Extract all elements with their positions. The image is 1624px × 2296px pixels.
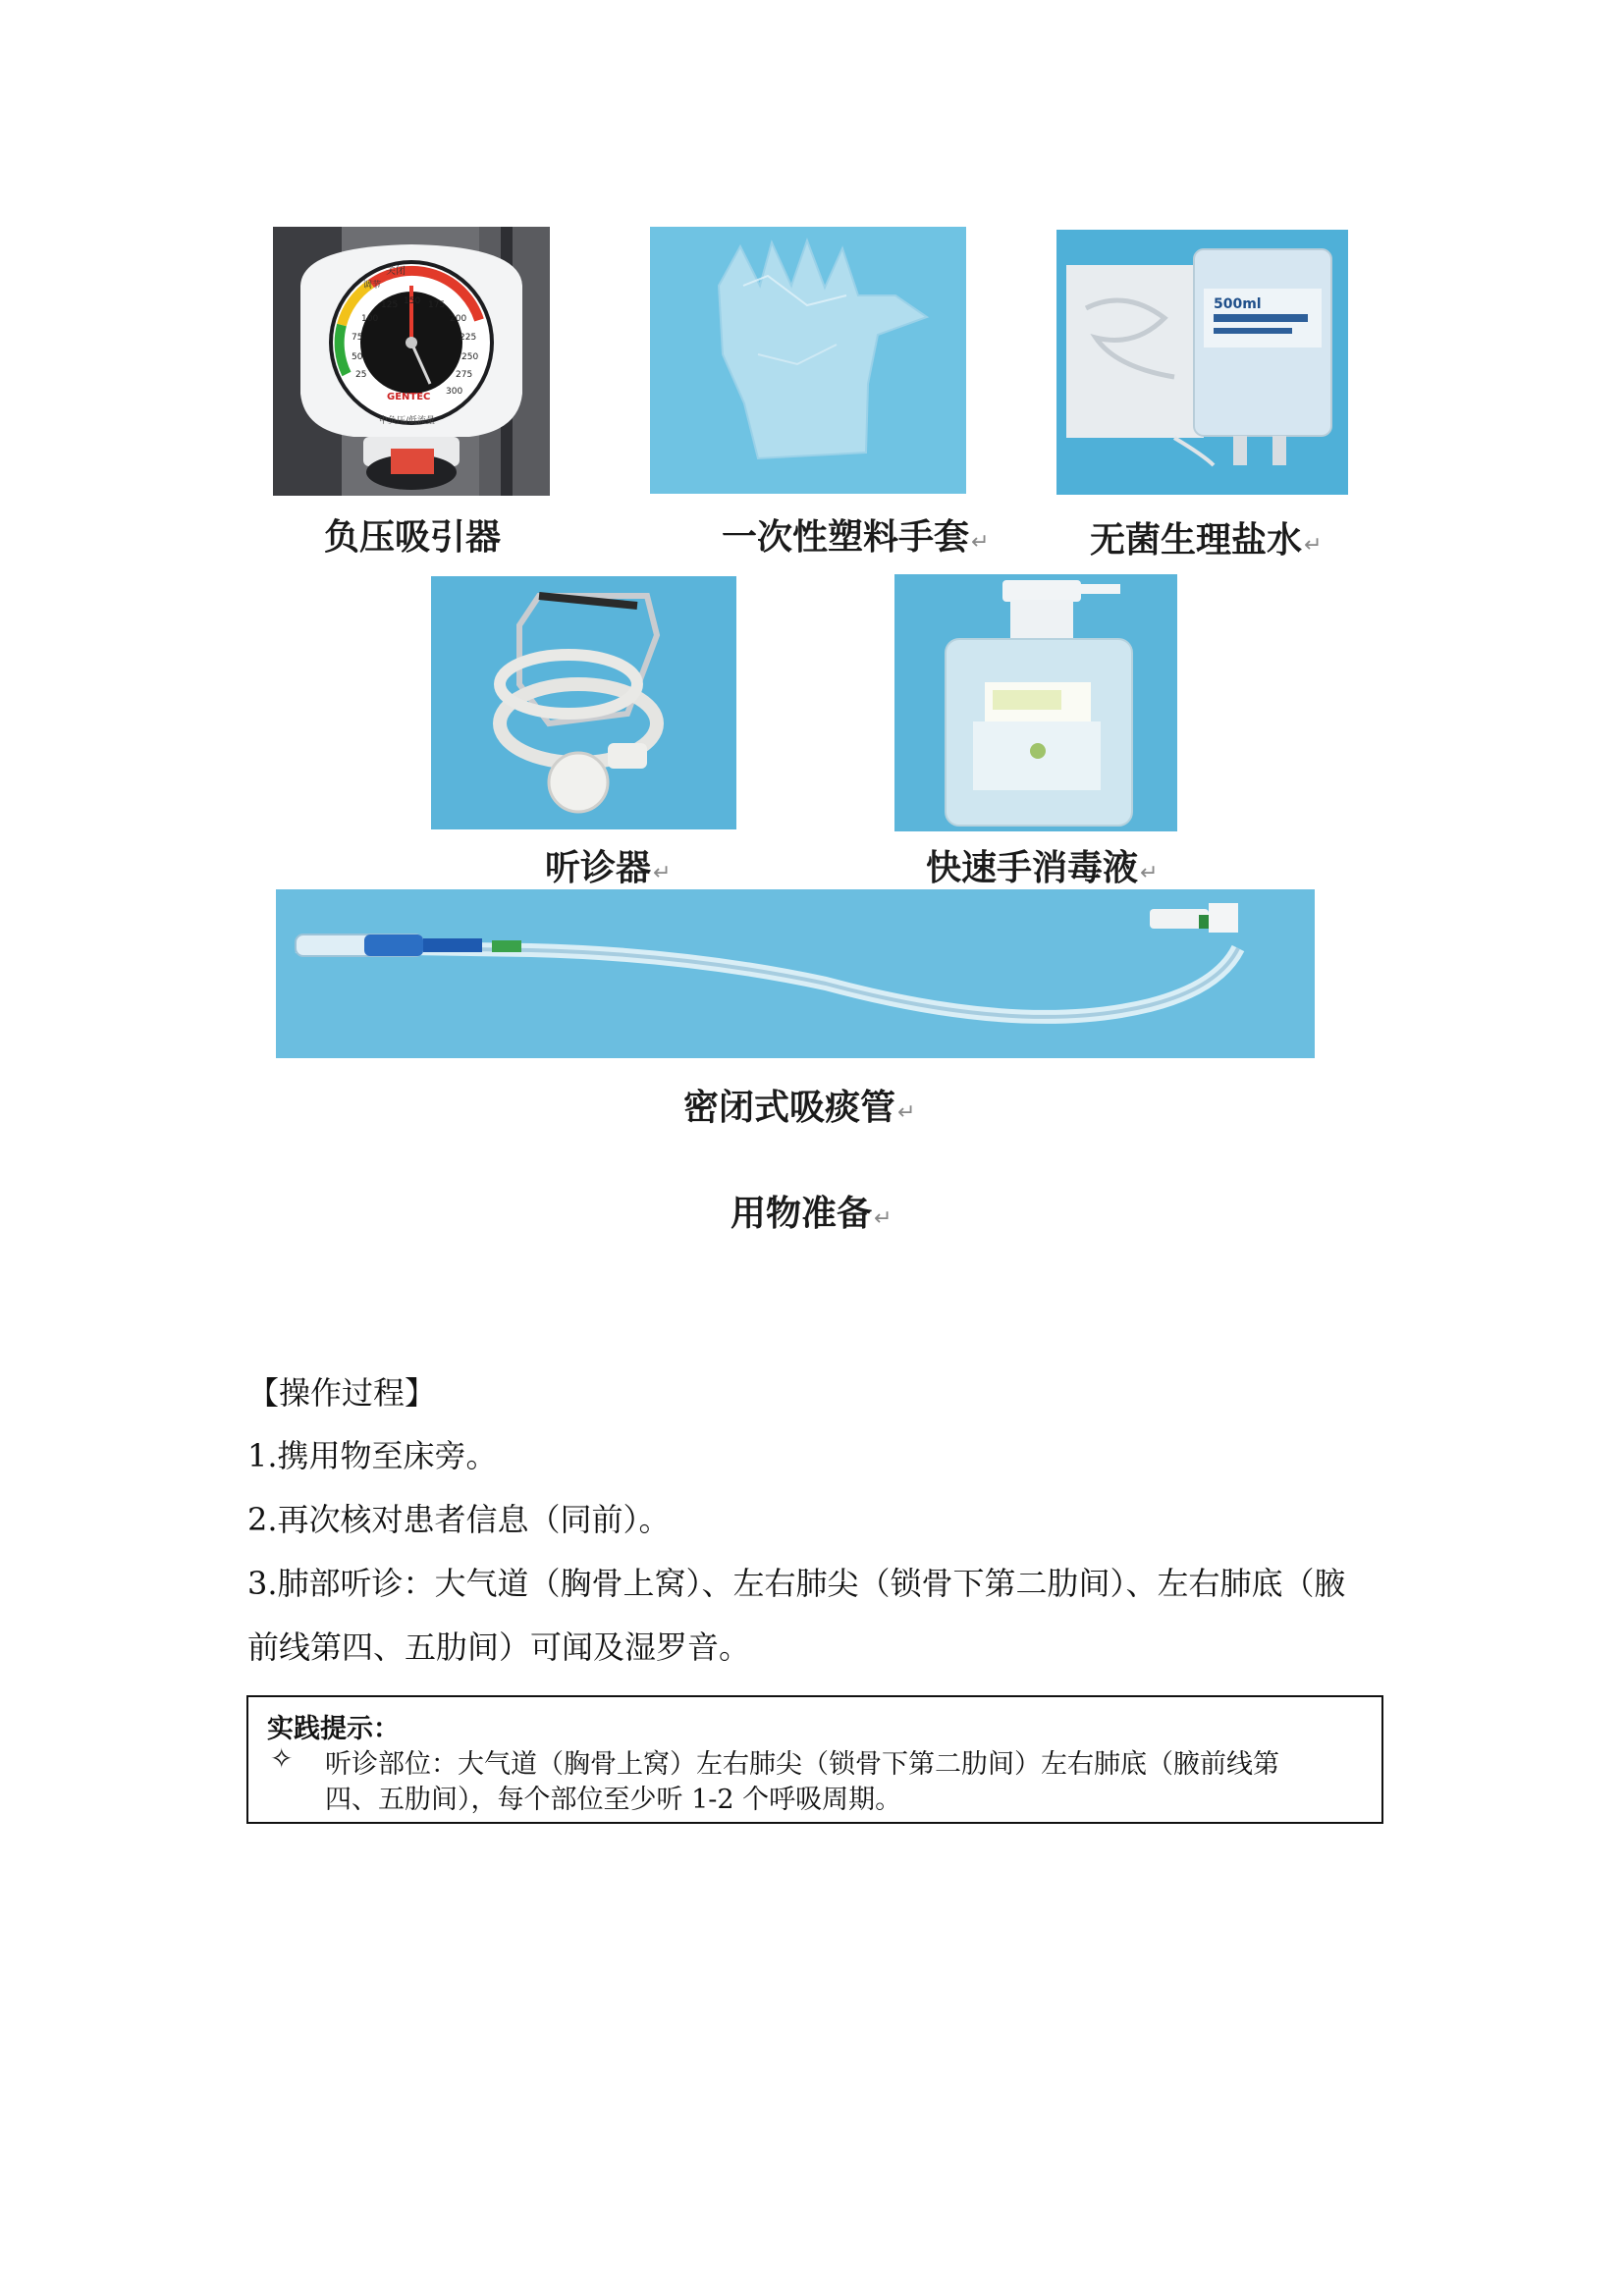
practice-tip-box	[246, 1695, 1383, 1824]
gauge-brand: GENTEC	[387, 392, 431, 402]
step-2: 2.再次核对患者信息（同前）。	[247, 1501, 671, 1538]
gauge-scale-275: 275	[456, 370, 473, 380]
suction-regulator-photo	[273, 227, 550, 496]
step-3-line-2: 前线第四、五肋间）可闻及湿罗音。	[247, 1629, 751, 1666]
gauge-top-label: 关闭	[386, 266, 406, 277]
caption-closed-suction-catheter: 密闭式吸痰管↵	[683, 1088, 916, 1128]
caption-plastic-gloves: 一次性塑料手套↵	[722, 517, 990, 558]
tip-text-line-2: 四、五肋间），每个部位至少听 1-2 个呼吸周期。	[325, 1785, 902, 1815]
caption-sterile-saline: 无菌生理盐水↵	[1090, 520, 1323, 561]
gauge-scale-225: 225	[460, 333, 477, 343]
gauge-scale-250: 250	[461, 352, 479, 362]
tip-bullet-icon: ✧	[270, 1742, 294, 1775]
plastic-gloves-photo	[650, 227, 966, 494]
hand-sanitizer-photo	[894, 574, 1177, 831]
sterile-saline-photo	[1056, 230, 1348, 495]
figure-caption: 用物准备↵	[731, 1194, 893, 1234]
gauge-scale-300: 300	[446, 387, 463, 397]
gauge-scale-75: 75	[352, 333, 363, 343]
section-heading: 【操作过程】	[247, 1374, 437, 1412]
step-1: 1.携用物至床旁。	[247, 1437, 498, 1474]
tip-title: 实践提示：	[267, 1714, 400, 1744]
gauge-scale-150: 150	[404, 296, 421, 306]
gauge-scale-200: 200	[450, 314, 467, 324]
gauge-bottom-label: 中负压/低流量	[379, 416, 436, 426]
gauge-scale-125: 125	[381, 300, 399, 310]
gauge-scale-175: 175	[428, 300, 446, 310]
caption-stethoscope: 听诊器↵	[545, 848, 672, 888]
gauge-scale-25: 25	[355, 370, 367, 380]
saline-bag-label: 500ml	[1214, 296, 1262, 312]
caption-hand-sanitizer: 快速手消毒液↵	[926, 848, 1159, 888]
closed-suction-catheter-photo	[276, 889, 1315, 1058]
gauge-scale-100: 100	[361, 314, 379, 324]
step-3-line-1: 3.肺部听诊：大气道（胸骨上窝）、左右肺尖（锁骨下第二肋间）、左右肺底（腋	[247, 1565, 1346, 1602]
gauge-sub-label: 调节	[363, 281, 382, 291]
tip-text-line-1: 听诊部位：大气道（胸骨上窝）左右肺尖（锁骨下第二肋间）左右肺底（腋前线第	[325, 1749, 1279, 1780]
caption-suction-regulator: 负压吸引器	[324, 517, 502, 558]
stethoscope-photo	[431, 576, 736, 829]
gauge-scale-50: 50	[352, 352, 363, 362]
